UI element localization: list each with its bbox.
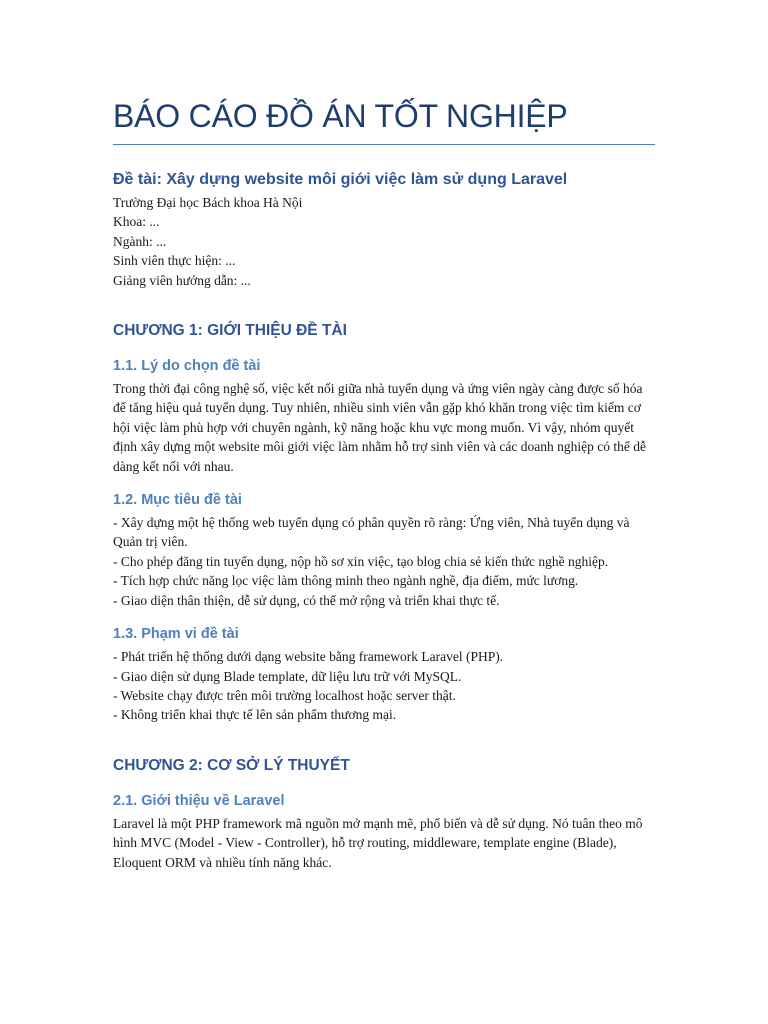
list-item: - Giao diện thân thiện, dễ sử dụng, có thể mở rộng và triển khai thực tế.: [113, 592, 500, 608]
section-2-1-paragraph: Laravel là một PHP framework mã nguồn mở mạnh mẽ, phổ biến và dễ sử dụng. Nó tuân theo mô hình MVC (Model - View - Controller), hỗ trợ routing, middleware, template engine (Blade), Eloquent ORM và nhiều tính năng khác.: [113, 815, 643, 870]
faculty-line: Khoa: ...: [113, 214, 160, 230]
supervisor-line: Giảng viên hướng dẫn: ...: [113, 272, 251, 288]
document-page: [113, 94, 655, 872]
list-item: - Không triển khai thực tế lên sản phẩm thương mại.: [113, 707, 397, 723]
major-line: Ngành: ...: [113, 233, 167, 249]
list-item: - Xây dựng một hệ thống web tuyển dụng có phân quyền rõ ràng: Ứng viên, Nhà tuyển dụng và Quản trị viên.: [113, 515, 630, 550]
list-item: - Tích hợp chức năng lọc việc làm thông minh theo ngành nghề, địa điểm, mức lương.: [113, 573, 579, 589]
university-line: Trường Đại học Bách khoa Hà Nội: [113, 195, 303, 210]
section-1-2-list: [113, 513, 655, 610]
chapter-1-heading: CHƯƠNG 1: GIỚI THIỆU ĐỀ TÀI: [113, 322, 347, 340]
project-topic: Đề tài: Xây dựng website môi giới việc làm sử dụng Laravel: [113, 171, 568, 188]
section-1-3-list: [113, 647, 655, 725]
list-item: - Giao diện sử dụng Blade template, dữ liệu lưu trữ với MySQL.: [113, 668, 462, 684]
chapter-2-heading: CHƯƠNG 2: CƠ SỞ LÝ THUYẾT: [113, 756, 350, 774]
document-title: BÁO CÁO ĐỒ ÁN TỐT NGHIỆP: [113, 94, 655, 145]
info-block: [113, 193, 655, 290]
list-item: - Website chạy được trên môi trường localhost hoặc server thật.: [113, 687, 456, 703]
list-item: - Cho phép đăng tin tuyển dụng, nộp hồ sơ xin việc, tạo blog chia sẻ kiến thức nghề nghiệp.: [113, 553, 609, 569]
section-1-2-heading: 1.2. Mục tiêu đề tài: [113, 492, 242, 509]
section-1-3-heading: 1.3. Phạm vi đề tài: [113, 626, 239, 643]
section-1-1-heading: 1.1. Lý do chọn đề tài: [113, 358, 261, 375]
section-2-1-heading: 2.1. Giới thiệu về Laravel: [113, 792, 285, 809]
list-item: - Phát triển hệ thống dưới dạng website bằng framework Laravel (PHP).: [113, 649, 504, 665]
student-line: Sinh viên thực hiện: ...: [113, 253, 236, 269]
section-1-1-paragraph: Trong thời đại công nghệ số, việc kết nối giữa nhà tuyển dụng và ứng viên ngày càng được số hóa để tăng hiệu quả tuyển dụng. Tuy nhiên, nhiều sinh viên vẫn gặp khó khăn trong việc tìm kiếm cơ hội việc làm phù hợp với chuyên ngành, kỹ năng hoặc khu vực mong muốn. Vì vậy, nhóm quyết định xây dựng một website môi giới việc làm nhằm hỗ trợ sinh viên và các doanh nghiệp có thể dễ dàng kết nối với nhau.: [113, 381, 646, 474]
